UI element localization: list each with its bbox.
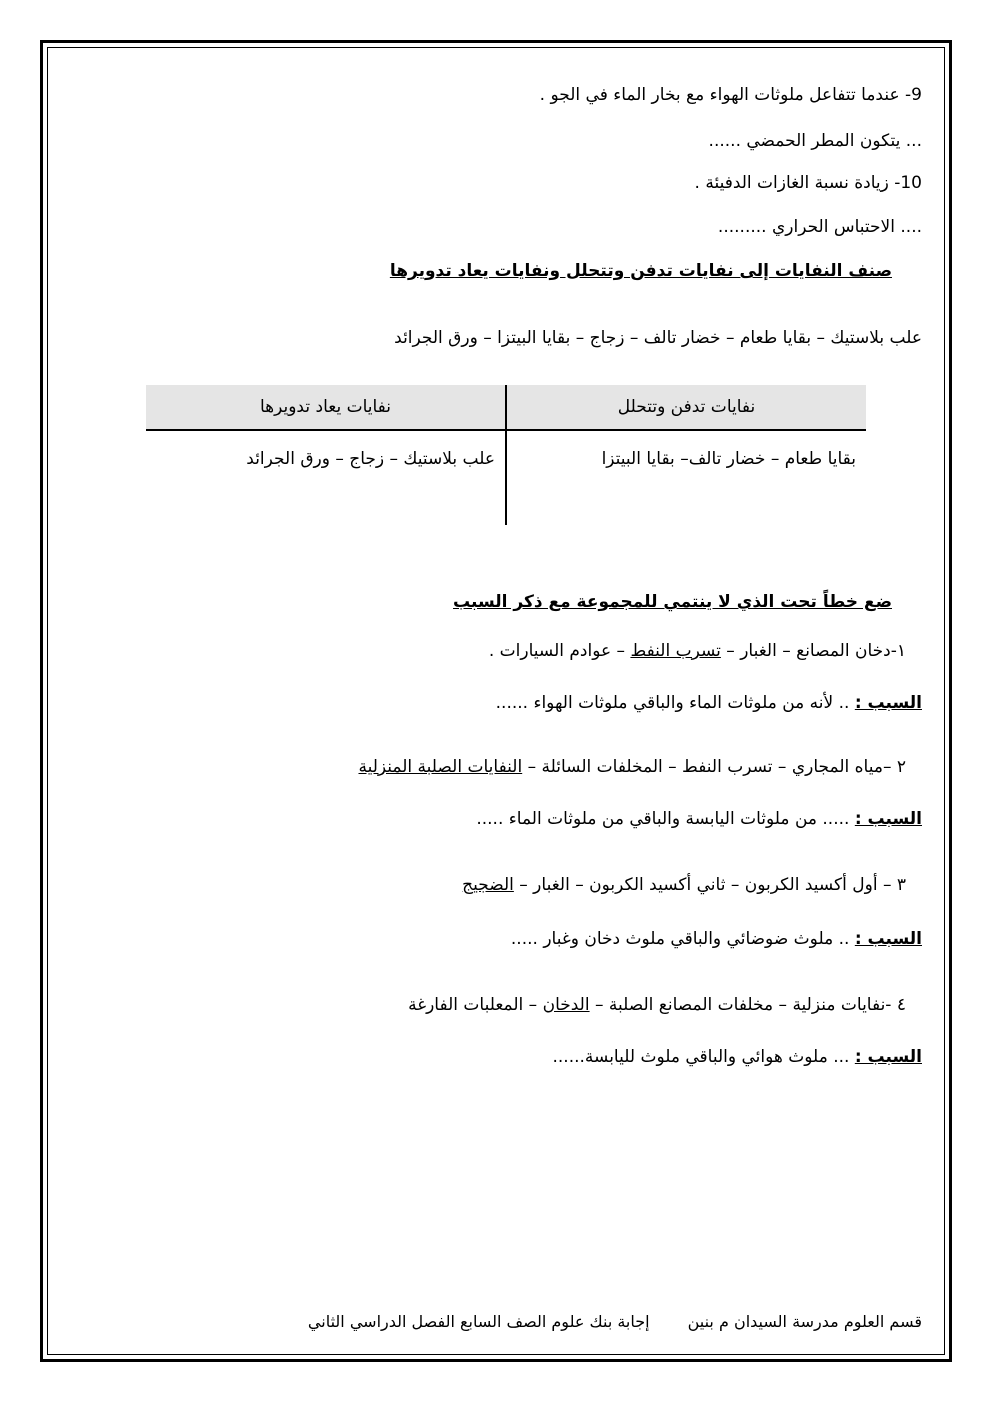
- reason-label: السبب :: [854, 929, 922, 949]
- odd-reason-4: [553, 1044, 923, 1070]
- classify-heading: صنف النفايات إلى نفايات تدفن وتتحلل ونفايات يعاد تدويرها: [389, 261, 892, 281]
- question-text: -نفايات منزلية – مخلفات المصانع الصلبة –: [589, 995, 897, 1015]
- page-footer: [308, 1312, 922, 1331]
- question-10: 10- زيادة نسبة الغازات الدفيئة .: [694, 173, 922, 193]
- question-text-end: – عوادم السيارات .: [488, 641, 631, 661]
- question-text-end: – المعلبات الفارغة: [408, 995, 543, 1015]
- col-buried-header: نفايات تدفن وتتحلل: [506, 385, 866, 430]
- odd-question-2: [358, 754, 906, 780]
- reason-label: السبب :: [854, 809, 922, 829]
- classify-items: علب بلاستيك – بقايا طعام – خضار تالف – زجاج – بقايا البيتزا – ورق الجرائد: [394, 328, 922, 348]
- footer-title: إجابة بنك علوم الصف السابع الفصل الدراسي الثاني: [307, 1312, 650, 1331]
- question-text: – أول أكسيد الكربون – ثاني أكسيد الكربون – الغبار –: [513, 875, 897, 895]
- question-text: -دخان المصانع – الغبار –: [720, 641, 897, 661]
- answer-9: ... يتكون المطر الحمضي ......: [708, 131, 922, 151]
- col-buried-value: بقايا طعام – خضار تالف– بقايا البيتزا: [506, 430, 866, 525]
- underlined-answer: تسرب النفط: [630, 641, 721, 661]
- reason-text: ... ملوث هوائي والباقي ملوث لليابسة......: [552, 1047, 850, 1067]
- question-number: ٣: [896, 875, 906, 895]
- odd-reason-2: [476, 806, 922, 832]
- underlined-answer: الدخان: [542, 995, 590, 1015]
- question-number: ٢: [896, 757, 906, 777]
- footer-department: قسم العلوم مدرسة السيدان م بنين: [687, 1312, 922, 1331]
- underlined-answer: الضجيج: [462, 875, 514, 895]
- odd-one-out-heading: ضع خطاً تحت الذي لا ينتمي للمجموعة مع ذكر السبب: [453, 592, 892, 612]
- reason-label: السبب :: [854, 693, 922, 713]
- reason-label: السبب :: [854, 1047, 922, 1067]
- odd-question-3: [462, 872, 906, 898]
- question-number: ١: [896, 641, 906, 661]
- reason-text: .. ملوث ضوضائي والباقي ملوث دخان وغبار .....: [510, 929, 850, 949]
- odd-reason-3: [511, 926, 922, 952]
- odd-reason-1: [496, 690, 922, 716]
- reason-text: ..... من ملوثات اليابسة والباقي من ملوثات الماء .....: [476, 809, 850, 829]
- odd-question-4: [408, 992, 906, 1018]
- question-text: –مياه المجاري – تسرب النفط – المخلفات السائلة –: [522, 757, 897, 777]
- answer-10: .... الاحتباس الحراري .........: [717, 217, 922, 237]
- question-number: ٤: [896, 995, 906, 1015]
- underlined-answer: النفايات الصلبة المنزلية: [358, 757, 523, 777]
- col-recycled-header: نفايات يعاد تدويرها: [146, 385, 506, 430]
- reason-text: .. لأنه من ملوثات الماء والباقي ملوثات الهواء ......: [495, 693, 850, 713]
- col-recycled-value: علب بلاستيك – زجاج – ورق الجرائد: [146, 430, 506, 525]
- question-9: 9- عندما تتفاعل ملوثات الهواء مع بخار الماء في الجو .: [539, 85, 922, 105]
- odd-question-1: [489, 638, 906, 664]
- classification-table: [146, 385, 866, 525]
